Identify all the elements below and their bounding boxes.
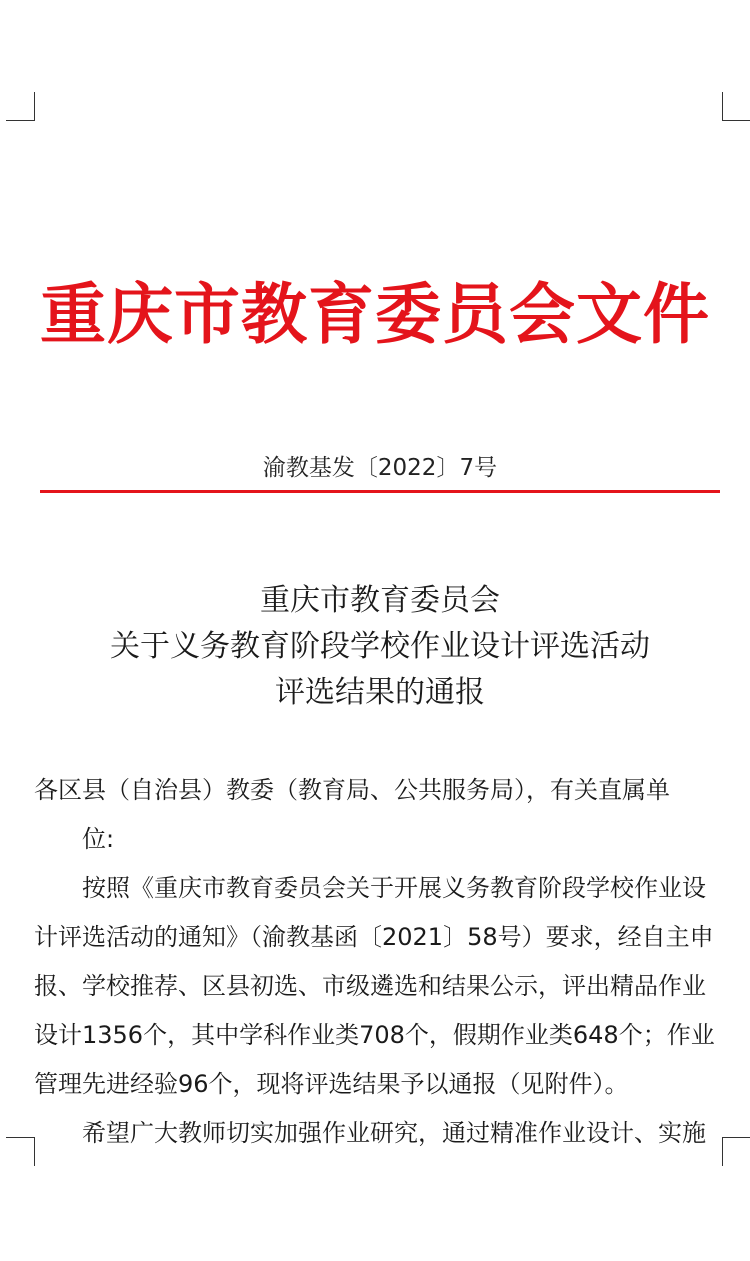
title-line-1: 重庆市教育委员会 bbox=[260, 583, 500, 618]
paragraph1-line-4: 设计1356个，其中学科作业类708个，假期作业类648个；作业 bbox=[34, 1021, 715, 1049]
paragraph1-line-3: 报、学校推荐、区县初选、市级遴选和结果公示，评出精品作业 bbox=[34, 972, 706, 1000]
title-line-3: 评选结果的通报 bbox=[275, 675, 485, 710]
red-divider-line bbox=[40, 490, 720, 493]
crop-mark-bottom-right bbox=[722, 1137, 750, 1166]
title-line-2: 关于义务教育阶段学校作业设计评选活动 bbox=[110, 629, 650, 664]
paragraph1-line-5: 管理先进经验96个，现将评选结果予以通报（见附件）。 bbox=[34, 1070, 629, 1098]
paragraph2-line-1: 希望广大教师切实加强作业研究，通过精准作业设计、实施 bbox=[82, 1119, 706, 1147]
crop-mark-top-right bbox=[722, 92, 750, 121]
paragraph1-line-2: 计评选活动的通知》（渝教基函〔2021〕58号）要求，经自主申 bbox=[34, 923, 714, 951]
document-title bbox=[0, 578, 750, 716]
crop-mark-bottom-left bbox=[6, 1137, 35, 1166]
document-masthead: 重庆市教育委员会文件 bbox=[40, 276, 710, 353]
document-number: 渝教基发〔2022〕7号 bbox=[262, 455, 498, 481]
salutation-line-2: 位: bbox=[82, 825, 115, 853]
paragraph1-line-1: 按照《重庆市教育委员会关于开展义务教育阶段学校作业设 bbox=[82, 874, 706, 902]
document-body bbox=[34, 766, 724, 1158]
salutation-line-1: 各区县（自治县）教委（教育局、公共服务局），有关直属单 bbox=[34, 776, 670, 804]
crop-mark-top-left bbox=[6, 92, 35, 121]
